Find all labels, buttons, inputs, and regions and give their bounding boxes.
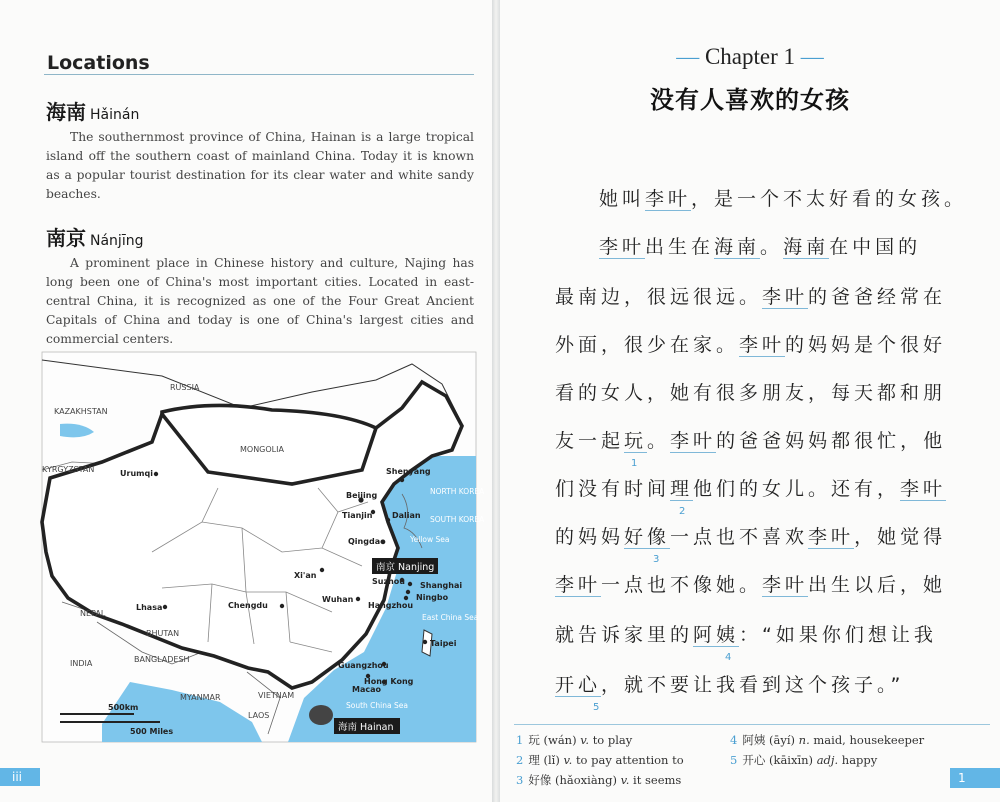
map-label-north-korea: NORTH KOREA bbox=[430, 487, 485, 496]
map-label-bhutan: BHUTAN bbox=[146, 629, 180, 638]
map-label-east-china-sea: East China Sea bbox=[422, 613, 479, 622]
nanjing-highlight-label: 南京 Nanjing bbox=[376, 562, 435, 573]
scale-km-label: 500km bbox=[108, 703, 139, 712]
vocab-entry: 2 理 (lǐ) v. to pay attention to bbox=[516, 753, 684, 767]
map-label-russia: RUSSIA bbox=[170, 383, 200, 392]
story-line: 就告诉家里的阿姨：“如果你们想让我 bbox=[555, 624, 937, 646]
locations-heading: Locations bbox=[47, 52, 150, 74]
map-city-dalian: Dalian bbox=[392, 511, 421, 520]
footnote-marker-3: 3 bbox=[653, 554, 660, 565]
map-label-south-korea: SOUTH KOREA bbox=[430, 515, 485, 524]
footnote-marker-1: 1 bbox=[631, 458, 638, 469]
map-label-india: INDIA bbox=[70, 659, 93, 668]
story-line: 们没有时间理他们的女儿。还有，李叶 bbox=[555, 478, 947, 500]
story-line: 开心，就不要让我看到这个孩子。” bbox=[555, 674, 905, 696]
map-label-laos: LAOS bbox=[248, 711, 270, 720]
map-city-qingdao: Qingdao bbox=[348, 537, 386, 546]
vocab-word-underline: 玩 bbox=[624, 430, 648, 452]
vocab-word-underline: 理 bbox=[670, 478, 694, 500]
chapter-heading bbox=[500, 44, 1000, 70]
vocab-word-underline: 好像 bbox=[624, 526, 671, 548]
location-hanzi: 海南 bbox=[46, 100, 86, 124]
chapter-label: Chapter 1 bbox=[704, 44, 796, 69]
map-label-kyrgyzstan: KYRGYZSTAN bbox=[42, 465, 95, 474]
vocab-entry: 3 好像 (hǎoxiàng) v. it seems bbox=[516, 773, 682, 787]
location-pinyin: Nánjīng bbox=[90, 233, 144, 249]
chapter-dash-right: — bbox=[800, 44, 824, 69]
location-description-nanjing: A prominent place in Chinese history and culture, Najing has long been one of China's most important cities. Located in east-central China, it is recognized as one of the Four Great Ancient Capitals of China and today is one of China's largest cities and commercial centers. bbox=[46, 256, 474, 346]
location-hanzi: 南京 bbox=[46, 226, 86, 250]
map-city-ningbo: Ningbo bbox=[416, 593, 449, 602]
location-description-hainan: The southernmost province of China, Hainan is a large tropical island off the southern coast of mainland China. Today it is known as a popular tourist destination for its clear water and white sandy beaches. bbox=[46, 130, 474, 201]
vocab-entry: 5 开心 (kāixīn) adj. happy bbox=[730, 753, 878, 767]
proper-name-underline: 李叶 bbox=[645, 188, 692, 210]
footnote-marker-5: 5 bbox=[593, 702, 600, 713]
hainan-highlight-label: 海南 Hainan bbox=[338, 722, 394, 733]
map-city-hangzhou: Hangzhou bbox=[368, 601, 414, 610]
map-label-yellow-sea: Yellow Sea bbox=[410, 535, 450, 544]
book-gutter bbox=[492, 0, 500, 802]
map-label-mongolia: MONGOLIA bbox=[240, 445, 284, 454]
map-city-tianjin: Tianjin bbox=[342, 511, 373, 520]
vocabulary-rule bbox=[514, 724, 990, 725]
map-label-bangladesh: BANGLADESH bbox=[134, 655, 190, 664]
story-line: 李叶一点也不像她。李叶出生以后，她 bbox=[555, 574, 947, 596]
map-city-shenyang: Shenyang bbox=[386, 467, 431, 476]
map-city-taipei: Taipei bbox=[430, 639, 457, 648]
map-city-shanghai: Shanghai bbox=[420, 581, 463, 590]
map-city-wuhan: Wuhan bbox=[322, 595, 354, 604]
chapter-title: 没有人喜欢的女孩 bbox=[650, 86, 850, 114]
scale-miles-label: 500 Miles bbox=[130, 727, 174, 736]
map-city-beijing: Beijing bbox=[346, 491, 378, 500]
location-heading-nanjing bbox=[46, 222, 143, 251]
location-heading-hainan bbox=[46, 96, 139, 125]
story-line: 最南边，很远很远。李叶的爸爸经常在 bbox=[555, 286, 947, 308]
footnote-marker-4: 4 bbox=[725, 652, 732, 663]
map-label-kazakhstan: KAZAKHSTAN bbox=[54, 407, 108, 416]
heading-rule bbox=[44, 74, 474, 75]
map-label-myanmar: MYANMAR bbox=[180, 693, 221, 702]
page-number-left: iii bbox=[0, 768, 40, 786]
map-city-xian: Xi'an bbox=[294, 571, 317, 580]
map-city-hong-kong: Hong Kong bbox=[364, 677, 414, 686]
vocab-word-underline: 开心 bbox=[555, 674, 602, 696]
vocab-entry: 1 玩 (wán) v. to play bbox=[516, 733, 633, 747]
story-line: 外面，很少在家。李叶的妈妈是个很好 bbox=[555, 334, 947, 356]
story-line: 李叶出生在海南。海南在中国的 bbox=[599, 236, 922, 258]
story-line: 的妈妈好像一点也不喜欢李叶，她觉得 bbox=[555, 526, 947, 548]
vocab-entry: 4 阿姨 (āyí) n. maid, housekeeper bbox=[730, 733, 925, 747]
map-city-lhasa: Lhasa bbox=[136, 603, 163, 612]
story-line: 她叫李叶，是一个不太好看的女孩。 bbox=[599, 188, 968, 210]
story-line: 看的女人，她有很多朋友，每天都和朋 bbox=[555, 382, 947, 404]
map-label-vietnam: VIETNAM bbox=[258, 691, 295, 700]
map-city-suzhou: Suzhou bbox=[372, 577, 405, 586]
story-line: 友一起玩。李叶的爸爸妈妈都很忙，他 bbox=[555, 430, 947, 452]
map-city-macao: Macao bbox=[352, 685, 381, 694]
china-map bbox=[42, 352, 485, 742]
map-label-south-china-sea: South China Sea bbox=[346, 701, 408, 710]
page-number-right: 1 bbox=[950, 768, 1000, 788]
right-page bbox=[500, 0, 1000, 802]
left-page bbox=[0, 0, 492, 802]
chapter-dash-left: — bbox=[676, 44, 700, 69]
vocab-word-underline: 阿姨 bbox=[693, 624, 740, 646]
map-label-nepal: NEPAL bbox=[80, 609, 106, 618]
footnote-marker-2: 2 bbox=[679, 506, 686, 517]
map-city-urumqi: Urumqi bbox=[120, 469, 153, 478]
map-city-chengdu: Chengdu bbox=[228, 601, 268, 610]
location-pinyin: Hǎinán bbox=[90, 107, 140, 123]
map-city-guangzhou: Guangzhou bbox=[338, 661, 389, 670]
